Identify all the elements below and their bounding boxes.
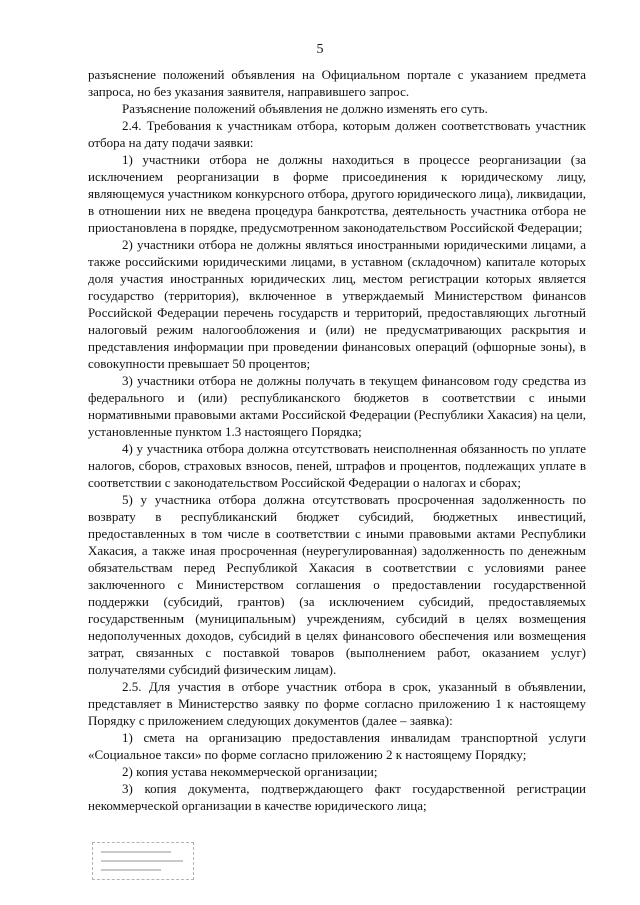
paragraph-clarification: Разъяснение положений объявления не должно изменять его суть. [122, 101, 488, 116]
paragraph-continuation: разъяснение положений объявления на Официальном портале с указанием предмета запроса, но без указания заявителя, направившего запрос. [88, 67, 586, 99]
paragraph-document-1: 1) смета на организацию предоставления инвалидам транспортной услуги «Социальное такси» по форме согласно приложению 2 к настоящему Порядку; [88, 730, 586, 762]
paragraph-2-4: 2.4. Требования к участникам отбора, которым должен соответствовать участник отбора на дату подачи заявки: [88, 118, 586, 150]
paragraph-document-3: 3) копия документа, подтверждающего факт государственной регистрации некоммерческой организации в качестве юридического лица; [88, 781, 586, 813]
paragraph-requirement-3: 3) участники отбора не должны получать в текущем финансовом году средства из федерального и (или) республиканского бюджетов в соответствии с иными нормативными правовыми актами Российской Федерации (Республики Хакасия) на цели, установленные пунктом 1.3 настоящего Порядка; [88, 373, 586, 439]
page-number: 5 [316, 42, 324, 57]
paragraph-requirement-4: 4) у участника отбора должна отсутствовать неисполненная обязанность по уплате налогов, сборов, страховых взносов, пеней, штрафов и процентов, подлежащих уплате в соответствии с законодательством Российской Федерации о налогах и сборах; [88, 441, 586, 490]
paragraph-requirement-5: 5) у участника отбора должна отсутствовать просроченная задолженность по возврату в республиканский бюджет субсидий, бюджетных инвестиций, предоставленных в том числе в соответствии с иными правовыми актами Республики Хакасия, а также иная просроченная (неурегулированная) задолженность по денежным обязательствам перед Республикой Хакасия в соответствии с условиями ранее заключенного с Министерством соглашения о предоставлении государственной поддержки (субсидий, грантов) (за исключением субсидий, предоставляемых государственным (муниципальным) учреждениям, субсидий в целях возмещения недополученных доходов, субсидий в целях финансового обеспечения или возмещения затрат, связанных с поставкой товаров (выполнением работ, оказанием услуг) получателями субсидий физическим лицам). [88, 492, 586, 677]
paragraph-requirement-1: 1) участники отбора не должны находиться в процессе реорганизации (за исключением реорганизации в форме присоединения к юридическому лицу, являющемуся участником конкурсного отбора, другого юридического лица), ликвидации, в отношении них не введена процедура банкротства, деятельность участника отбора не приостановлена в порядке, предусмотренном законодательством Российской Федерации; [88, 152, 586, 235]
document-body [88, 66, 586, 814]
paragraph-2-5: 2.5. Для участия в отборе участник отбора в срок, указанный в объявлении, представляет в Министерство заявку по форме согласно приложению 1 к настоящему Порядку с приложением следующих документов (далее – заявка): [88, 679, 586, 728]
paragraph-document-2: 2) копия устава некоммерческой организации; [122, 764, 378, 779]
paragraph-requirement-2: 2) участники отбора не должны являться иностранными юридическими лицами, а также российскими юридическими лицами, в уставном (складочном) капитале которых доля участия иностранных юридических лиц, местом регистрации которых является государство (территория), включенное в утверждаемый Министерством финансов Российской Федерации перечень государств и территорий, предоставляющих льготный налоговый режим налогообложения и (или) не предусматривающих раскрытия и представления информации при проведении финансовых операций (офшорные зоны), в совокупности превышает 50 процентов; [88, 237, 586, 371]
faded-stamp [92, 842, 194, 880]
